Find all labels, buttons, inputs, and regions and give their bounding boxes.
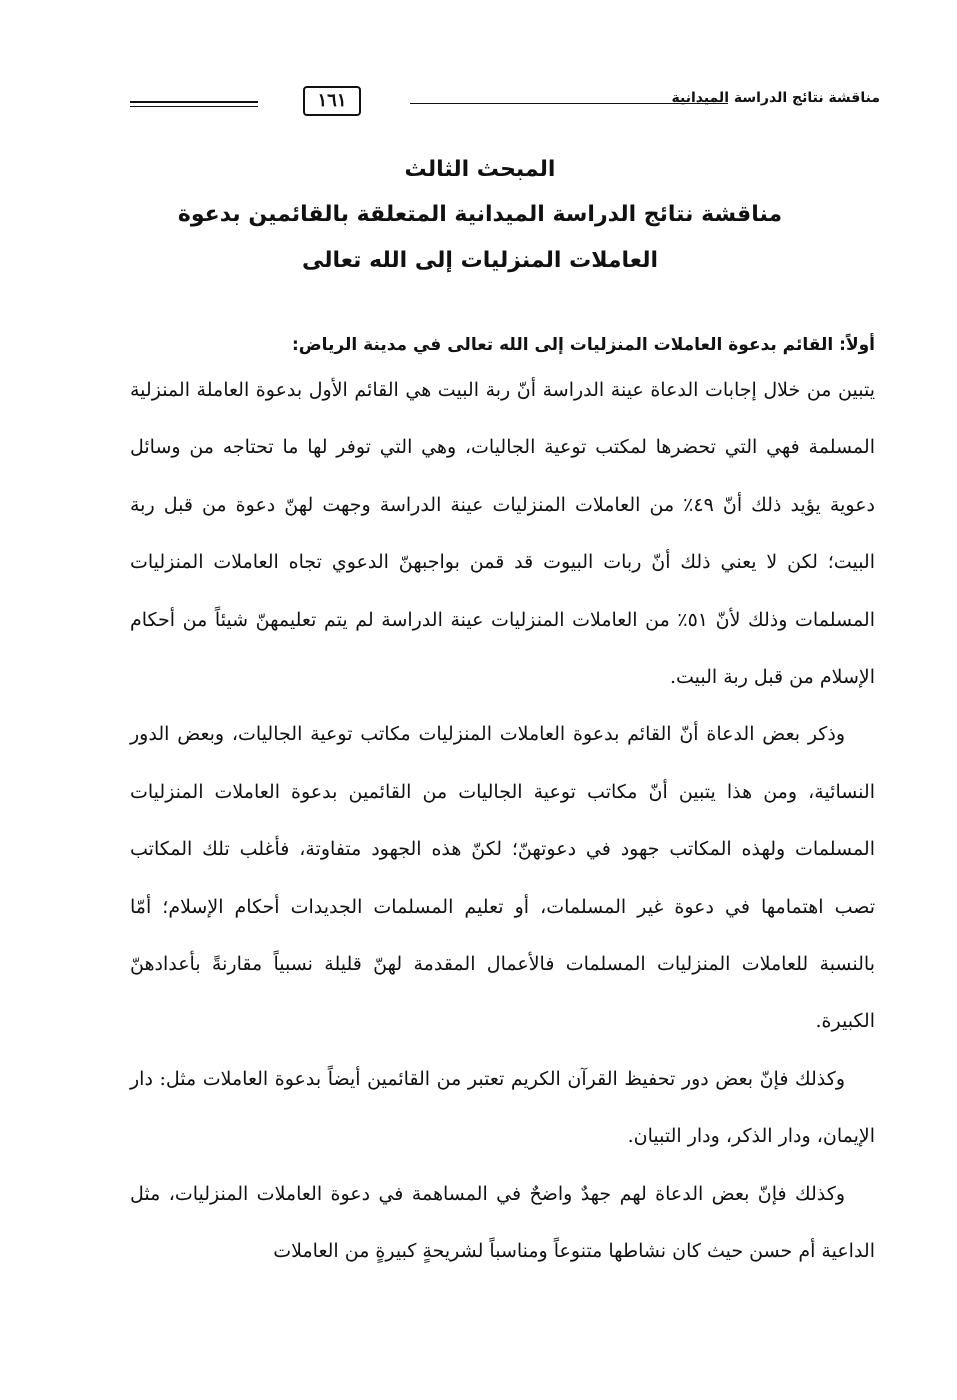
- paragraph-2: وذكر بعض الدعاة أنّ القائم بدعوة العاملات المنزليات مكاتب توعية الجاليات، وبعض الدور النسائية، ومن هذا يتبين أنّ مكاتب توعية الجاليات من القائمين بدعوة العاملات المنزليات المسلمات ولهذه المكاتب جهود في دعوتهنّ؛ لكنّ هذه الجهود متفاوتة، فأغلب تلك المكاتب تصب اهتمامها في دعوة غير المسلمات، أو تعليم المسلمات الجديدات أحكام الإسلام؛ أمّا بالنسبة للعاملات المنزليات المسلمات فالأعمال المقدمة لهنّ قليلة نسبياً مقارنةً بأعدادهنّ الكبيرة.: [130, 723, 875, 1033]
- section-title-line-1: مناقشة نتائج الدراسة الميدانية المتعلقة بالقائمين بدعوة: [177, 202, 783, 227]
- section-heading: [100, 148, 860, 284]
- paragraph-4: وكذلك فإنّ بعض الدعاة لهم جهدٌ واضحٌ في المساهمة في دعوة العاملات المنزليات، مثل الداعية أم حسن حيث كان نشاطها متنوعاً ومناسباً لشريحةٍ كبيرةٍ من العاملات: [130, 1182, 875, 1263]
- section-label: المبحث الثالث: [404, 157, 556, 182]
- section-title-line-2: العاملات المنزليات إلى الله تعالى: [301, 248, 659, 273]
- page-number-frame: [258, 86, 406, 116]
- paragraph-3: وكذلك فإنّ بعض دور تحفيظ القرآن الكريم تعتبر من القائمين أيضاً بدعوة العاملات مثل: دار الإيمان، ودار الذكر، ودار التبيان.: [130, 1067, 875, 1148]
- subheading: أولاً: القائم بدعوة العاملات المنزليات إلى الله تعالى في مدينة الرياض:: [291, 335, 875, 355]
- page-number: ١٦١: [303, 86, 360, 116]
- body-text: [130, 328, 875, 1281]
- paragraph-1: يتبين من خلال إجابات الدعاة عينة الدراسة أنّ ربة البيت هي القائم الأول بدعوة العاملة المنزلية المسلمة فهي التي تحضرها لمكتب توعية الجاليات، وهي التي توفر لها ما تحتاجه من وسائل دعوية يؤيد ذلك أنّ ٤٩٪ من العاملات المنزليات عينة الدراسة وجهت لهنّ دعوة من قبل ربة البيت؛ لكن لا يعني ذلك أنّ ربات البيوت قد قمن بواجبهنّ الدعوي تجاه العاملات المنزليات المسلمات وذلك لأنّ ٥١٪ من العاملات المنزليات عينة الدراسة لم يتم تعليمهنّ شيئاً من أحكام الإسلام من قبل ربة البيت.: [130, 379, 875, 689]
- running-title: مناقشة نتائج الدراسة الميدانية: [671, 90, 880, 106]
- header-rule-left: [130, 101, 258, 107]
- running-header: [120, 80, 880, 120]
